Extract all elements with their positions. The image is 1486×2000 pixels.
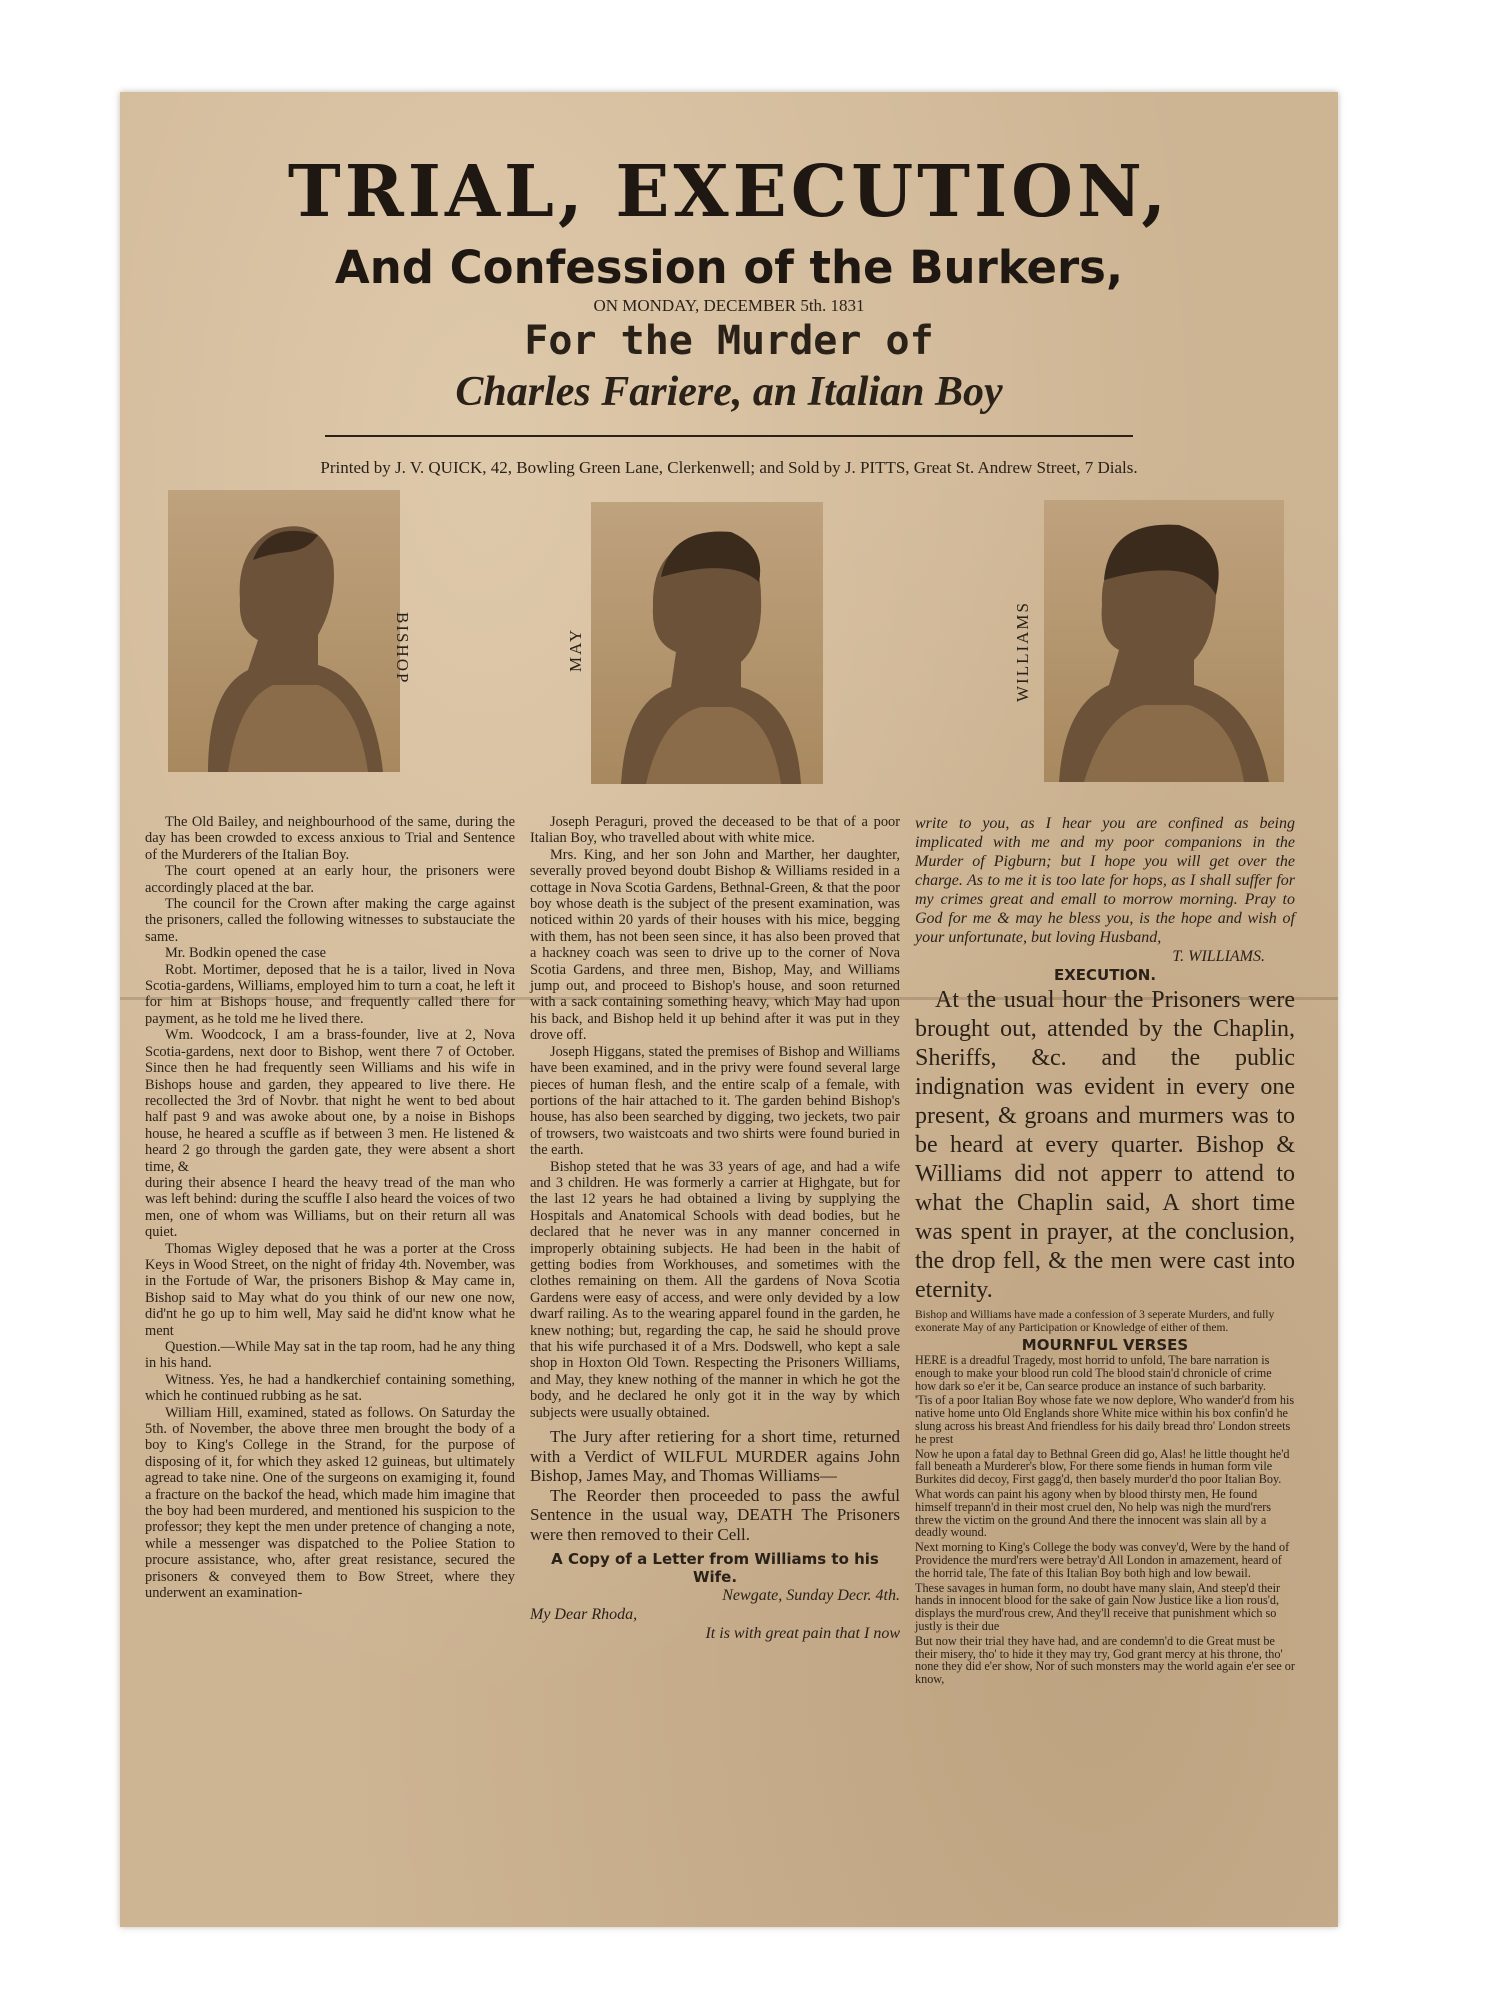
verse-stanza: Now he upon a fatal day to Bethnal Green did go, Alas! he little thought he'd fall beneath a Murderer's blow, For there some fiends in human form vile Burkites did decoy, First gagg'd, then basely murder'd tho poor Italian Boy. xyxy=(915,1446,1290,1487)
letter-heading: A Copy of a Letter from Williams to his Wife. xyxy=(551,1550,879,1587)
portrait-engraving-icon xyxy=(168,490,400,772)
headline-title: TRIAL, EXECUTION, xyxy=(287,149,1171,233)
portrait-label-may: MAY xyxy=(566,627,585,672)
letter-place-date: Newgate, Sunday Decr. 4th. xyxy=(722,1587,900,1605)
execution-heading: EXECUTION. xyxy=(1053,966,1157,984)
letter-signature: T. WILLIAMS. xyxy=(1172,948,1265,965)
letter-salutation: My Dear Rhoda, xyxy=(530,1606,638,1624)
date-line: ON MONDAY, DECEMBER 5th. 1831 xyxy=(593,296,865,315)
execution-text: At the usual hour the Prisoners were brought out, attended by the Chaplin, Sheriffs, &c. and the public indignation was evident in every one present, & groans and murmers was to be heard at every quarter. Bishop & Williams did not apperr to attend to what the Chaplin said, A short time was spent in prayer, at the conclusion, the drop fell, & the men were cast into eternity. xyxy=(915,987,1295,1303)
column-execution xyxy=(915,814,1295,1688)
portrait-bishop xyxy=(168,490,400,772)
portrait-williams xyxy=(1044,500,1284,782)
portrait-may xyxy=(591,502,823,784)
verdict-paragraph: The Jury after retiering for a short time, returned with a Verdict of WILFUL MURDER agains John Bishop, James May, and Thomas Williams— xyxy=(530,1427,900,1486)
paragraph: Robt. Mortimer, deposed that he is a tailor, lived in Nova Scotia-gardens, Williams, employed him to turn a coat, he left it for him at Bishops house, and frequently called there for payment, as he told me he lived there. xyxy=(145,961,515,1027)
portrait-label-bishop: BISHOP xyxy=(393,612,412,685)
murder-line: For the Murder of xyxy=(524,318,934,364)
confession-note: Bishop and Williams have made a confession of 3 seperate Murders, and fully exonerate May of any Participation or Knowledge of either of them. xyxy=(915,1309,1275,1334)
paragraph: Joseph Higgans, stated the premises of Bishop and Williams have been examined, and in the privy were found several large pieces of human flesh, and the entire scalp of a female, with portions of the hair attached to it. The garden behind Bishop's house, has also been searched by digging, two jeckets, two pair of trowsers, two waistcoats and two shirts were found buried in the earth. xyxy=(530,1043,900,1159)
verse-stanza: What words can paint his agony when by blood thirsty men, He found himself trepann'd in their most cruel den, No help was nigh the murd'rers threw the victim on the ground And there the innocent was slain all by a deadly wound. xyxy=(915,1486,1272,1540)
title-rule xyxy=(325,435,1133,437)
portrait-engraving-icon xyxy=(1044,500,1284,782)
paragraph: William Hill, examined, stated as follows. On Saturday the 5th. of November, the above three men brought the body of a boy to King's College in the Strand, for the purpose of disposing of it, for which they asked 12 guineas, but ultimately agread to take nine. One of the surgeons on examiging it, found a fracture on the backof the head, which made him imagine that the boy had been murdered, and mentioned his suspicion to the professor; they kept the men under pretence of changing a note, while a messenger was dispatched to the Poliee Station to procure assistance, who, after great resistance, secured the prisoners & conveyed them to Bow Street, where they underwent an examination- xyxy=(145,1404,515,1602)
victim-line: Charles Fariere, an Italian Boy xyxy=(455,369,1003,415)
column-evidence xyxy=(530,814,900,1643)
letter-opening: It is with great pain that I now xyxy=(705,1625,900,1643)
paragraph: Question.—While May sat in the tap room, had he any thing in his hand. xyxy=(145,1339,515,1372)
broadside-sheet xyxy=(120,92,1338,1927)
sentence-paragraph: The Reorder then proceeded to pass the awful Sentence in the usual way, DEATH The Prisoners were then removed to their Cell. xyxy=(530,1485,900,1544)
paragraph: The Old Bailey, and neighbourhood of the same, during the day has been crowded to excess anxious to Trial and Sentence of the Murderers of the Italian Boy. xyxy=(145,814,515,863)
printer-imprint: Printed by J. V. QUICK, 42, Bowling Green Lane, Clerkenwell; and Sold by J. PITTS, Great St. Andrew Street, 7 Dials. xyxy=(320,458,1138,477)
paragraph: The court opened at an early hour, the prisoners were accordingly placed at the bar. xyxy=(145,863,515,896)
paragraph: Mr. Bodkin opened the case xyxy=(165,945,327,962)
letter-continued: write to you, as I hear you are confined as being implicated with me and my poor companions in the Murder of Pigburn; but I hope you will get over the charge. As to me it is too late for hops, as I shall suffer for my crimes great and emall to morrow morning. Pray to God for me & may he bless you, is the hope and wish of your unfortunate, but loving Husband, xyxy=(915,815,1295,946)
portrait-engraving-icon xyxy=(591,502,823,784)
paragraph: Bishop steted that he was 33 years of age, and had a wife and 3 children. He was formerly a carrier at Highgate, but for the last 12 years he had obtained a living by supplying the Hospitals and Anatomical Schools with dead bodies, but he declared that he never was in any manner concerned in improperly obtaining subjects. He had been in the habit of getting bodies from Workhouses, and sometimes with the clothes remaining on them. All the gardens of Nova Scotia Gardens were easy of access, and were only devided by a low dwarf railing. As to the wearing apparel found in the garden, he knew nothing; but, regarding the cap, he said he should prove that his wife purchased it of a Mrs. Dodswell, who kept a sale shop in Hoxton Old Town. Respecting the Prisoners Williams, and May, they knew nothing of the manner in which he got the body, and he declared he only got it in the way by which subjects were usually obtained. xyxy=(530,1158,900,1421)
portrait-label-williams: WILLIAMS xyxy=(1013,601,1032,702)
verse-stanza: These savages in human form, no doubt have many slain, And steep'd their hands in innocent blood for the sake of gain Now Justice like a lion rous'd, displays the murd'rous crew, And they'll receive that punishment which so justly is their due xyxy=(915,1580,1281,1633)
verse-stanza: 'Tis of a poor Italian Boy whose fate we now deplore, Who wander'd from his native home unto Old Englands shore White mice within his box confin'd he slung across his breast And friendless for his daily bread thro' London streets he prest xyxy=(915,1393,1295,1446)
verses-heading: MOURNFUL VERSES xyxy=(1021,1336,1189,1354)
headline-subtitle: And Confession of the Burkers, xyxy=(334,241,1124,294)
paragraph: The council for the Crown after making the carge against the prisoners, called the following witnesses to substauciate the same. xyxy=(145,896,515,945)
paragraph: Thomas Wigley deposed that he was a porter at the Cross Keys in Wood Street, on the night of friday 4th. November, was in the Fortude of War, the prisoners Bishop & May came in, Bishop said to May what do you think of our new one now, did'nt he go up to him well, May said he did'nt know what he ment xyxy=(145,1240,515,1339)
column-trial-testimony xyxy=(145,814,515,1602)
verses-body xyxy=(915,1354,1295,1686)
paragraph: Wm. Woodcock, I am a brass-founder, live at 2, Nova Scotia-gardens, next door to Bishop, went there 7 of October. Since then he had frequently seen Williams and his wife in Bishops house and garden, they appeared to live there. He recollected the 3rd of Novbr. that night he went to bed about half past 9 and was awoke about one, by a noise in Bishops house, he heared a scuffle as if between 3 men. He listened & heard 2 go through the garden gate, they were absent a short time, & xyxy=(145,1027,515,1175)
paragraph: Mrs. King, and her son John and Marther, her daughter, severally proved beyond doubt Bishop & Williams resided in a cottage in Nova Scotia Gardens, Bethnal-Green, & that the poor boy whose death is the subject of the present examination, was noticed within 20 yards of their houses with his mice, begging with them, has not been seen since, it has also been proved that a hackney coach was seen to drive up to the corner of Nova Scotia Gardens, and three men, Bishop, May, and Williams jump out, and proceed to Bishop's house, and soon returned with a sack containing something heavy, which May had upon his back, and Bishop held it up behind after it was put in they drove off. xyxy=(530,846,900,1044)
verse-stanza: Next morning to King's College the body was convey'd, Were by the hand of Providence the murd'rers were betray'd All London in amazement, heard of the horrid tale, The fate of this Italian Boy both high and low bewail. xyxy=(915,1540,1290,1580)
paragraph: Joseph Peraguri, proved the deceased to be that of a poor Italian Boy, who travelled about with white mice. xyxy=(530,814,900,847)
verse-stanza: But now their trial they have had, and are condemn'd to die Great must be their misery, tho' to hide it they may try, God grant mercy at his throne, tho' none they did e'er show, Nor of such monsters may the world again e'er see or know, xyxy=(915,1633,1295,1687)
paragraph: Witness. Yes, he had a handkerchief containing something, which he continued rubbing as he sat. xyxy=(145,1371,515,1405)
verse-stanza: HERE is a dreadful Tragedy, most horrid to unfold, The bare narration is enough to make your blood run cold The blood stain'd chronicle of crime how dark so e'er it be, Can searce produce an instance of such barbarity. xyxy=(915,1353,1272,1393)
paragraph: during their absence I heard the heavy tread of the man who was left behind: during the scuffle I also heard the voices of two men, one of whom was Williams, but on their return all was quiet. xyxy=(145,1174,515,1241)
